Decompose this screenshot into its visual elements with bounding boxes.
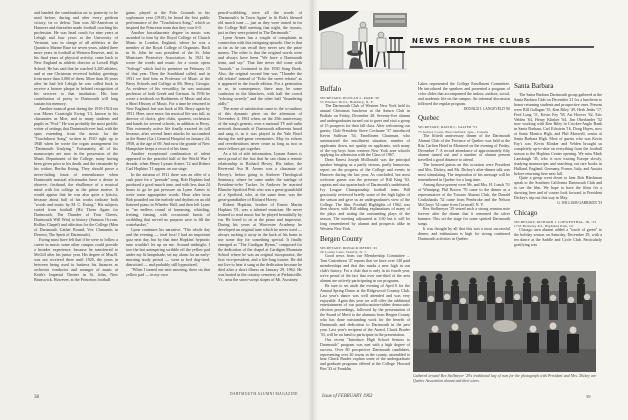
section-title: NEWS FROM THE CLUBS bbox=[412, 37, 532, 45]
paragraph: Among those present were Mr. and Mrs. H. Lunch '51 of Winnipeg; Phil Brown '70 came to the dinner as a representative of the Toronto Alumni Club; the Donald Cruikshanks '32 came from Pembroke and the Nelson McClarys '34 came from Cornwall, N. Y. bbox=[418, 181, 510, 207]
paragraph: The honored guests on this occasion were President and Mrs. Dickey, and Mr. Dickey's after-dinner talk was most stimulating. The inspiration of his message will be remembered in Quebec for a long time. bbox=[418, 162, 510, 182]
photo-caption: Gathered around Rex Stollmeyer '29's traditional keg of rum for the photograph with President and Mrs. Dickey are Quebec Association alumni and their wives. bbox=[413, 374, 596, 383]
page-gutter bbox=[308, 0, 318, 420]
paragraph: and handed the combination on to posterity to be used before, during and after every gridiron victory, tie or defeat. Tom was All-American at Hanover and thereafter made football coaching his profession. He was head coach for nine years at Lehigh and four years at the University of Vermont, was in charge of all athletics at the Quantico Marine Base for seven years, added three more years in football at Western Reserve, and, in his final years of physical activity, came back to New England as athletic director at Lowell High School. He has said that he coached 3,200 athletes, and at one Christmas received holiday greetings from more than 3,000 of them. More than 36 years after he had left Lehigh he was called back to receive a bronze plaque in belated recognition of his services to that institution. His lone contribution of poesy to Dartmouth will long sustain his memory. bbox=[34, 10, 118, 106]
page-number-left: 38 bbox=[34, 395, 39, 400]
paragraph: Good news from our Membership Committee ... Tom Castonhorn '47 reports that we have over 140 paid memberships and that this marks a new high in our club's history. For a club that is only in its fourth year, we're proud of the fact that over one-third of the area alumni are actively participating in our programs. bbox=[320, 253, 410, 283]
club-signature: DONALD J. LANGEVELD '60 bbox=[463, 106, 510, 111]
issue-line: Issue of FEBRUARY 1963 bbox=[322, 394, 373, 399]
illustration-men-in-club-room-icon bbox=[319, 11, 407, 73]
paragraph: Lakes represented the College Enrollment Committee. He introduced the speakers and presented a program of color slides that accompanied the indoor, outdoor, social, and academic life on the campus. An informal discussion followed the regular program. bbox=[418, 82, 510, 106]
paragraph: Lyme Armes has a couple of complaints in connection with this intriguing episode. One is that as far as he can recall they never saw the prize money. The other is that the original words were and always have been "We have a Dartmouth team, and say." That line never did come with "hoorah," as footnoted in the 1930 Song Book. Also, the original second line was "Thunder the old refrain" instead of "Echo the sweet refrain" as it appeared in the fourth edition. For a generation or so, in consequence, there may be some confusion in the bleachers, with half the crowd "echoing sweetly" and the other half "thundering oldly." bbox=[218, 35, 302, 106]
paragraph: Rex Stollmeyer '29 seized such a strong reunion note forever after the dinner that it cemented the silver banners. This set the stage for some spirited Dartmouth songs. bbox=[418, 206, 510, 227]
paragraph: The Santa Barbara Dartmouth group gathered at the Santa Barbara Club on December 21 for a luncheon to honor returning students and prospective ones. Present were Bill Gallagan '35, Ken Riley '49, Herb Jenks '17, Fred Long '11, Kevin Fay '58, Art Hoover '62, Eric Velden '64, Henry Klinker '64, Jim Oberlander '52 now working with Ken Riley in Crocker-Anglo Bank in Santa Barbara, Carl Eckstein '16, Doug Hayes, now at Santa Monica High, and Phil Maxwell, senior at Santa Barbara High. Most of guests who was Kevin Fay's son. Kevin Klinker and Velden brought us completely up-to-date on everything from the football season to the Hopkins Center opening. We miss Mark Lansburgh '45, who is now touring Europe slowly, studying manuscripts and searching out rare books in Holland, England, Germany, France, Italy, and Austria before returning here next fall. bbox=[514, 92, 602, 176]
right-column-2 bbox=[418, 82, 510, 266]
paragraph: Our recent "Introduce High School Seniors to Dartmouth" program was met with a high degree of success. Over 80 prospective Dartmouth candidates, representing over 20 towns in the county, assembled to hear Chuck Bruder explain some of the undergraduate and graduate programs offered at the College. Howard Pim '33 of Franklin bbox=[320, 336, 410, 372]
paragraph: As a bit of side information, Lyman Armes is most proud of the fact that he can claim a remote relationship to Richard Hovey. His father, the Reverend Asa H. Armes was a classmate of Hovey's, before going to Andover Theological Seminary, where he came under the tutelage of President-to-be Tucker. In Andover he married Blanche Spofford Petit who was a great-grandchild of a Spofford, who, at the same time, was the great-grandfather of Richard Hovey. bbox=[218, 151, 302, 202]
left-column-2 bbox=[126, 10, 210, 388]
right-column-3 bbox=[514, 82, 602, 264]
paragraph: The fiftieth anniversary dinner of the Dartmouth Alumni Club of the Province of Quebec was held at the Ritz Carlton Hotel in Montreal on the evening of Friday, December 7. A record attendance of approximately fifty alumni turned out and a number of alumni present travelled a good distance to attend. bbox=[418, 132, 510, 163]
club-address: 29 Louise Lane, Tenafly, N. J. bbox=[320, 250, 367, 255]
page-number-right: 39 bbox=[586, 394, 591, 399]
paragraph: Chicago area alumni added a "touch of green" to the holiday season on Saturday, December 29, with a tea dance at the Saddle and Cycle Club. Particularly gratifying was bbox=[514, 227, 602, 247]
club-signature: G. WILLIAM GARRISON '33 bbox=[557, 200, 602, 205]
paragraph: Another exceptional combination of talent appeared in the peaceful half of the World War I decade, when Henry Lyman Armes '12 and Robert Carl Hopkins '11 appear on our stage. bbox=[126, 151, 210, 172]
club-heading-buffalo: Buffalo bbox=[320, 85, 342, 93]
club-secretary: SECRETARY, DUNCAN L. PARK '39 bbox=[320, 96, 380, 100]
club-secretary: SECRETARY, RICHARD J. LOEWENTHAL, JR. '53 bbox=[514, 219, 597, 224]
left-column-1 bbox=[34, 10, 118, 388]
club-address: 53 Windsor Drive, Hamburg, N. Y. bbox=[320, 100, 374, 105]
club-address: 1733 Berkeley Rd., Highland Park, Ill. bbox=[514, 224, 575, 229]
paragraph: Another musical great during the 1910-1914 era was Moses Courtright Ewing '13, known to his classmates as Moe, and to many students and pupils as "Prof." He was probably the most prolific writer of settings that Dartmouth ever had, with the span extending from the music for the "Touchdown Song" written in 1910 right up to 1940 when he wrote the organ arrangement for "Dartmouth Undying." Fortunately, all of his manuscripts are now in the possession of the Music Department of the College, many having been given prior to his death, and the remainder by his widow, Bertha Ewing. They should prove a never-failing fount of remembrance when Dartmouth musical aficionados have a desire to observe, firsthand, the ebullience of a musical mind with his college as the prime motive. It would appear that he was also quite a lyricist, because about half of his works indicate both "words and music by M. C. Ewing." His subjects varied from football (Hit Them Again for Dartmouth, The Thunder of Your Cheers, Dartmouth Will Win) to history (Samson Occom, Rollins Chapel) and affection for the College (Men of Dartmouth Gather Round, Vox Clamantis in Deserto, The Spirit of Dartmouth). bbox=[34, 105, 118, 238]
paragraph: In the autumn of 1911 there was an offer of a cash prize for a "peerade" song. Bob Hopkins had produced a good march tune, and with less than 24 hours to go he put pressure on Lyme Armes to write some appropriate words. Hour after hour Bob pounded out the melody and rhythm on an old battered piano in Wheeler Hall, and then left Lyme to "an endless round of humming, whistling, fretting, fuming, with occasional bursts of scribbling that served no purpose save to fill the wastebasket." bbox=[126, 171, 210, 227]
paragraph: It was thought by all that this was a most successful dinner, and enthusiasm is high for strong continued Dartmouth activities in Quebec. bbox=[418, 226, 510, 241]
right-column-1 bbox=[320, 82, 410, 388]
paragraph: Another baccalaureate degree in music was awarded to him by the Royal College of Church Music in London, England, where he was a member of the Royal College of Organists. Back in St. John he was president of the St. John Musicians Protective Association. In 1921 he wrote the words and music for a comic opera "Salvagi" which had its premiere on February 15 of that year. Then the Southland called, and in 1931 we find him as Professor of Music at the Berry Schools and College at Mt. Berry, Georgia. As evidence of his versatility, he was assistant professor of both Greek and German. In 1936 he wrote a textbook on Rudiments of Music and also a Short History of Music. For a time he returned to New England, but was back at Mt. Berry again by 1951. Here, once more, his musical life was full, as director of choirs, glee clubs, quartets, orchestras and bands for several schools, in addition to Berry. This extremely active life finally exacted its toll because, after several heart attacks he succumbed in the Rome (Ga.) General Hospital on January 24, 1958, at the age of 69. And now the granite of New Hampshire keeps a record of his fame. bbox=[126, 30, 210, 152]
club-heading-bergen-county: Bergen County bbox=[320, 234, 363, 243]
paragraph: The acme of satisfaction came to the co-authors of this dynamic piece on the afternoon of November 4, 1961 when, on the 25th anniversary of the song's genesis, over a national TV and radio network thousands of Dartmouth adherents heard and sang it, as it was played in the Yale Bowl during the mid-game ceremonies. May its echoes and reverberations never cease as long as two or more fellows get together. bbox=[218, 105, 302, 152]
club-illustration bbox=[319, 11, 407, 73]
club-heading-quebec: Quebec bbox=[418, 114, 440, 123]
paragraph: pencil-scribbling, were all the words of 'Dartmouth's In Town Again' to fit Bob's blessed old march tune — just as they were turned in for the College Hall meeting that night, the tryouts, just as they were printed in The Dartmouth." bbox=[218, 10, 302, 36]
paragraph: Ewing must have felt that if he were to follow a career in music some other campus could provide a broader experience, because he transferred to McGill after his junior year. His degree of Mus.B. was not received there until 1920, the years in between being used to buttress his finances as orchestra conductor and arranger of music at Keith's Imperial Theater in St. John, New Brunswick. However, at the Princeton football bbox=[34, 237, 118, 283]
club-secretary: SECRETARY, DAVID C. SALTER '53 bbox=[418, 125, 478, 130]
paragraph: Dean Ernest Joseph McDonald was the principal speaker bringing us a partly serious, partly humorous, report on the progress of the College and events in Hanover during the last year. As concluded, but most welcome guests was the presence of Bill King '63, captain and star quarterback of Dartmouth's undefeated, Ivy League Championship football team. Bill graciously reviewed briefly some of the high lights of the season and gave us an undergraduate's view of the College. The film, Football Highlights of 1962, was then shown, with Bill adding explanations of many of the plays and noting the outstanding plays of the season. The meeting adjourned at 3:30 but it will be long remembered by alumni and prospects alike in Western New York. bbox=[320, 157, 410, 232]
left-column-3 bbox=[218, 10, 302, 388]
group-photo bbox=[413, 271, 596, 372]
club-heading-chicago: Chicago bbox=[514, 208, 538, 217]
club-heading-santa-barbara: Santa Barbara bbox=[514, 82, 554, 90]
club-address: 75 Gables Court, Beaconsfield, Que., Canada bbox=[418, 129, 489, 134]
group-photo-people-icon bbox=[413, 271, 596, 372]
paragraph: Lyme continues his narrative: "The whole day and the evening — total loss! I had an important quiz next day, but by that time Hopkins' hypnotic tune wouldn't let up on me. Around midnight, I tore the last uninspiring scribble off the yellow pad under my lit lampshade, set my alarm for an early-morning study period — went to bed dog-tired, dimwitted — and probably still hypnotized. bbox=[126, 227, 210, 268]
paragraph: Robert Hopkins, brother of Ernest Martin Hopkins '01, was a talented musician. He never learned to read music but he played beautifully by ear. He loved to sit at the piano and improvise. During his years at Worcester Academy he developed an original tune which he never used — always tucking it away in the back of his brain to use some day for something special. It finally emerged as "The Cardigan Hymn," composed for the dedication of the chapel at Cardigan Mountain School where he was an original incorporator, the first vice-president, and a life-long trustee. He did not live to hear it sung at the dedication because he died after a short illness on January 29, 1962. He was buried in the country cemetery at Perkinsville, Vt., near the snow-swept slopes of Mt. Ascutney. bbox=[218, 201, 302, 283]
paragraph: "When I turned out next morning, there on that yellow pad — in my own bbox=[126, 267, 210, 278]
club-secretary: SECRETARY, DONALD MEERS '45 bbox=[320, 245, 378, 250]
paragraph: The Dartmouth Club of Western New York held its annual Christmas luncheon at the Saturn Club in Buffalo on Friday, December 28. Seventy-five alumni and undergraduates turned out to greet and visit a group of 15 prospects for their fall class. After welcoming our guests, Club President Steve Cochrane '37 introduced Kevin Sullivan '54, Enrollment Chairman, who summarized the enrollment situation: number of applicants down, not quality on applicants, with many of the top boys from western New York area schools applying for admission with the Class of 1967. bbox=[320, 103, 410, 158]
paragraph: Quite a group went down to hear Bob Blackman speak to the Southern California Dartmouth Club and to see the film. We hope to have the films for a showing here and of course look forward to President Dickey's trip out this way in May. bbox=[514, 175, 602, 201]
title-rule bbox=[410, 46, 594, 48]
paragraph: Be sure to set aside the evening of April 6 for the Annual Spring Dance at the Ridgewood Country Club. Last year's dance was well attended and was very enjoyable. Again this year we will offer the additional entertainment of our postdiscussion-ridden democratic election proceedings, followed by the presentation of the Award of Merit to the alumnus from Bergen County who has done outstanding work for the benefit of Dartmouth and dedication to Dartmouth in the past year. Last year's recipient of the Award, Chuck Bruder '33, will be on hand to participate in the presentation. bbox=[320, 282, 410, 337]
paragraph: game, played at the Polo Grounds in his sophomore year (1910), he heard the first public performance of the "Touchdown Song," which so inspired the Princeton team that they won 6-0. bbox=[126, 10, 210, 31]
running-foot: DARTMOUTH ALUMNI MAGAZINE bbox=[230, 392, 298, 396]
